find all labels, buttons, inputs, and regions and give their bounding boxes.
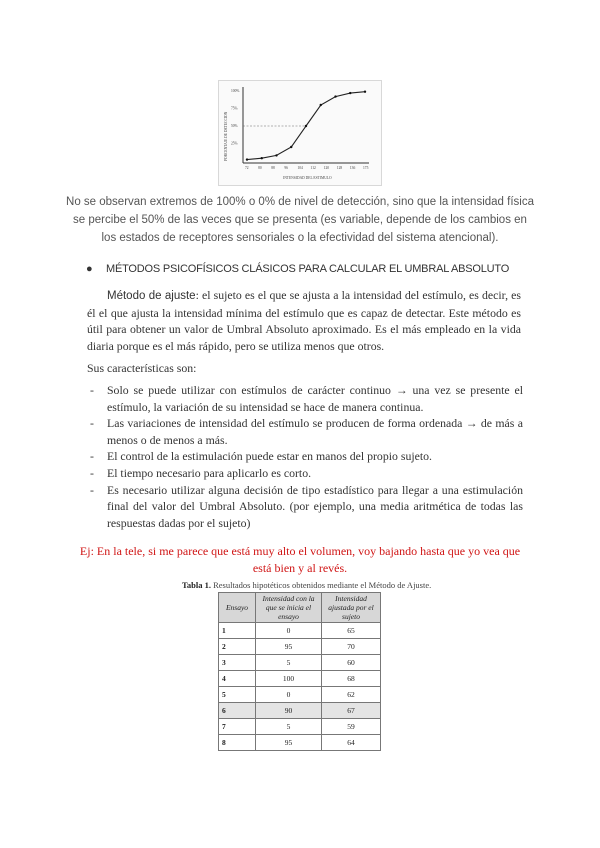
x-tick-label: 104 (297, 166, 303, 170)
x-tick-label: 112 (310, 166, 316, 170)
psychometric-figure (218, 80, 382, 186)
data-point (305, 125, 307, 127)
table-header: Intensidad con la que se inicia el ensayo (256, 593, 322, 623)
table-row: 4 100 68 (219, 671, 381, 687)
data-point (349, 92, 351, 94)
y-tick-label: 100% (231, 89, 240, 93)
data-point (275, 154, 277, 156)
list-item: - Es necesario utilizar alguna decisión de tipo estadístico para llegar a una estimulación final del valor del Umbral Absoluto. (por ejemplo, una media aritmética de todas las respuestas dadas por el sujeto) (90, 482, 523, 530)
method-term: Método de ajuste (107, 290, 196, 302)
table-row: 2 95 70 (219, 639, 381, 655)
table-row: 3 5 60 (219, 655, 381, 671)
method-description: : el sujeto es el que se ajusta a la intensidad del estímulo, es decir, es él el que ajusta la intensidad mínima del estímulo que es capaz de detectar. Este método es útil para obtener un valor de Umbral Absoluto aproximado. Es el más empleado en la vida diaria porque es el más rápido, pero se utiliza menos que otros. (87, 288, 521, 353)
x-tick-label: 96 (284, 166, 288, 170)
data-point (290, 146, 292, 148)
x-tick-label: 80 (258, 166, 262, 170)
list-item: - El control de la estimulación puede estar en manos del propio sujeto. (90, 449, 432, 464)
bullet-dot: ● (86, 263, 93, 275)
table-header: Ensayo (219, 593, 256, 623)
example-text: Ej: En la tele, si me parece que está muy alto el volumen, voy bajando hasta que yo vea que está bien y al revés. (79, 544, 521, 575)
table-header: Intensidad ajustada por el sujeto (322, 593, 381, 623)
characteristics-list (87, 382, 523, 531)
data-point (261, 157, 263, 159)
table-row: 5 0 62 (219, 687, 381, 703)
y-axis-label: PORCENTAJE DE DETECCION (224, 111, 228, 161)
table-row: 8 95 64 (219, 735, 381, 751)
x-tick-labels (245, 166, 369, 170)
table-row: 1 0 65 (219, 623, 381, 639)
data-point (334, 95, 336, 97)
data-point (246, 158, 248, 160)
x-tick-label: 175 (363, 166, 369, 170)
results-table (218, 592, 381, 751)
y-tick-labels (231, 89, 239, 146)
list-item: - Solo se puede utilizar con estímulos de carácter continuo → una vez se presente el estímulo, la variación de su intensidad se hace de manera continua. (90, 383, 523, 414)
characteristics-intro: Sus características son: (87, 361, 197, 375)
list-item: - El tiempo necesario para aplicarlo es corto. (90, 465, 312, 480)
y-tick-label: 75% (231, 106, 238, 111)
x-tick-label: 88 (271, 166, 275, 170)
table-row: 6 90 67 (219, 703, 381, 719)
table-row: 7 5 59 (219, 719, 381, 735)
y-tick-label: 25% (231, 141, 238, 146)
data-point (320, 104, 322, 106)
figure-caption: No se observan extremos de 100% o 0% de nivel de detección, sino que la intensidad física se percibe el 50% de las veces que se presenta (es variable, depende de los cambios en los estados de receptores sensoriales o la efectividad del sistema atencional). (66, 196, 534, 244)
x-axis-label: INTENSIDAD DEL ESTIMULO (283, 176, 332, 180)
y-tick-label: 50% (231, 124, 238, 128)
x-tick-label: 136 (349, 166, 356, 170)
x-tick-label: 128 (336, 166, 343, 170)
method-paragraph (87, 287, 521, 354)
data-point (364, 91, 366, 93)
x-tick-label: 72 (245, 166, 249, 170)
list-item: - Las variaciones de intensidad del estímulo se producen de forma ordenada → de más a menos o de menos a más. (90, 416, 523, 447)
x-tick-label: 120 (323, 166, 330, 170)
table-title: Tabla 1. Resultados hipotéticos obtenidos mediante el Método de Ajuste. (182, 580, 432, 590)
psychometric-chart (219, 81, 381, 185)
section-heading-text: MÉTODOS PSICOFÍSICOS CLÁSICOS PARA CALCULAR EL UMBRAL ABSOLUTO (106, 263, 510, 275)
data-points (246, 91, 366, 161)
section-heading (86, 263, 509, 275)
